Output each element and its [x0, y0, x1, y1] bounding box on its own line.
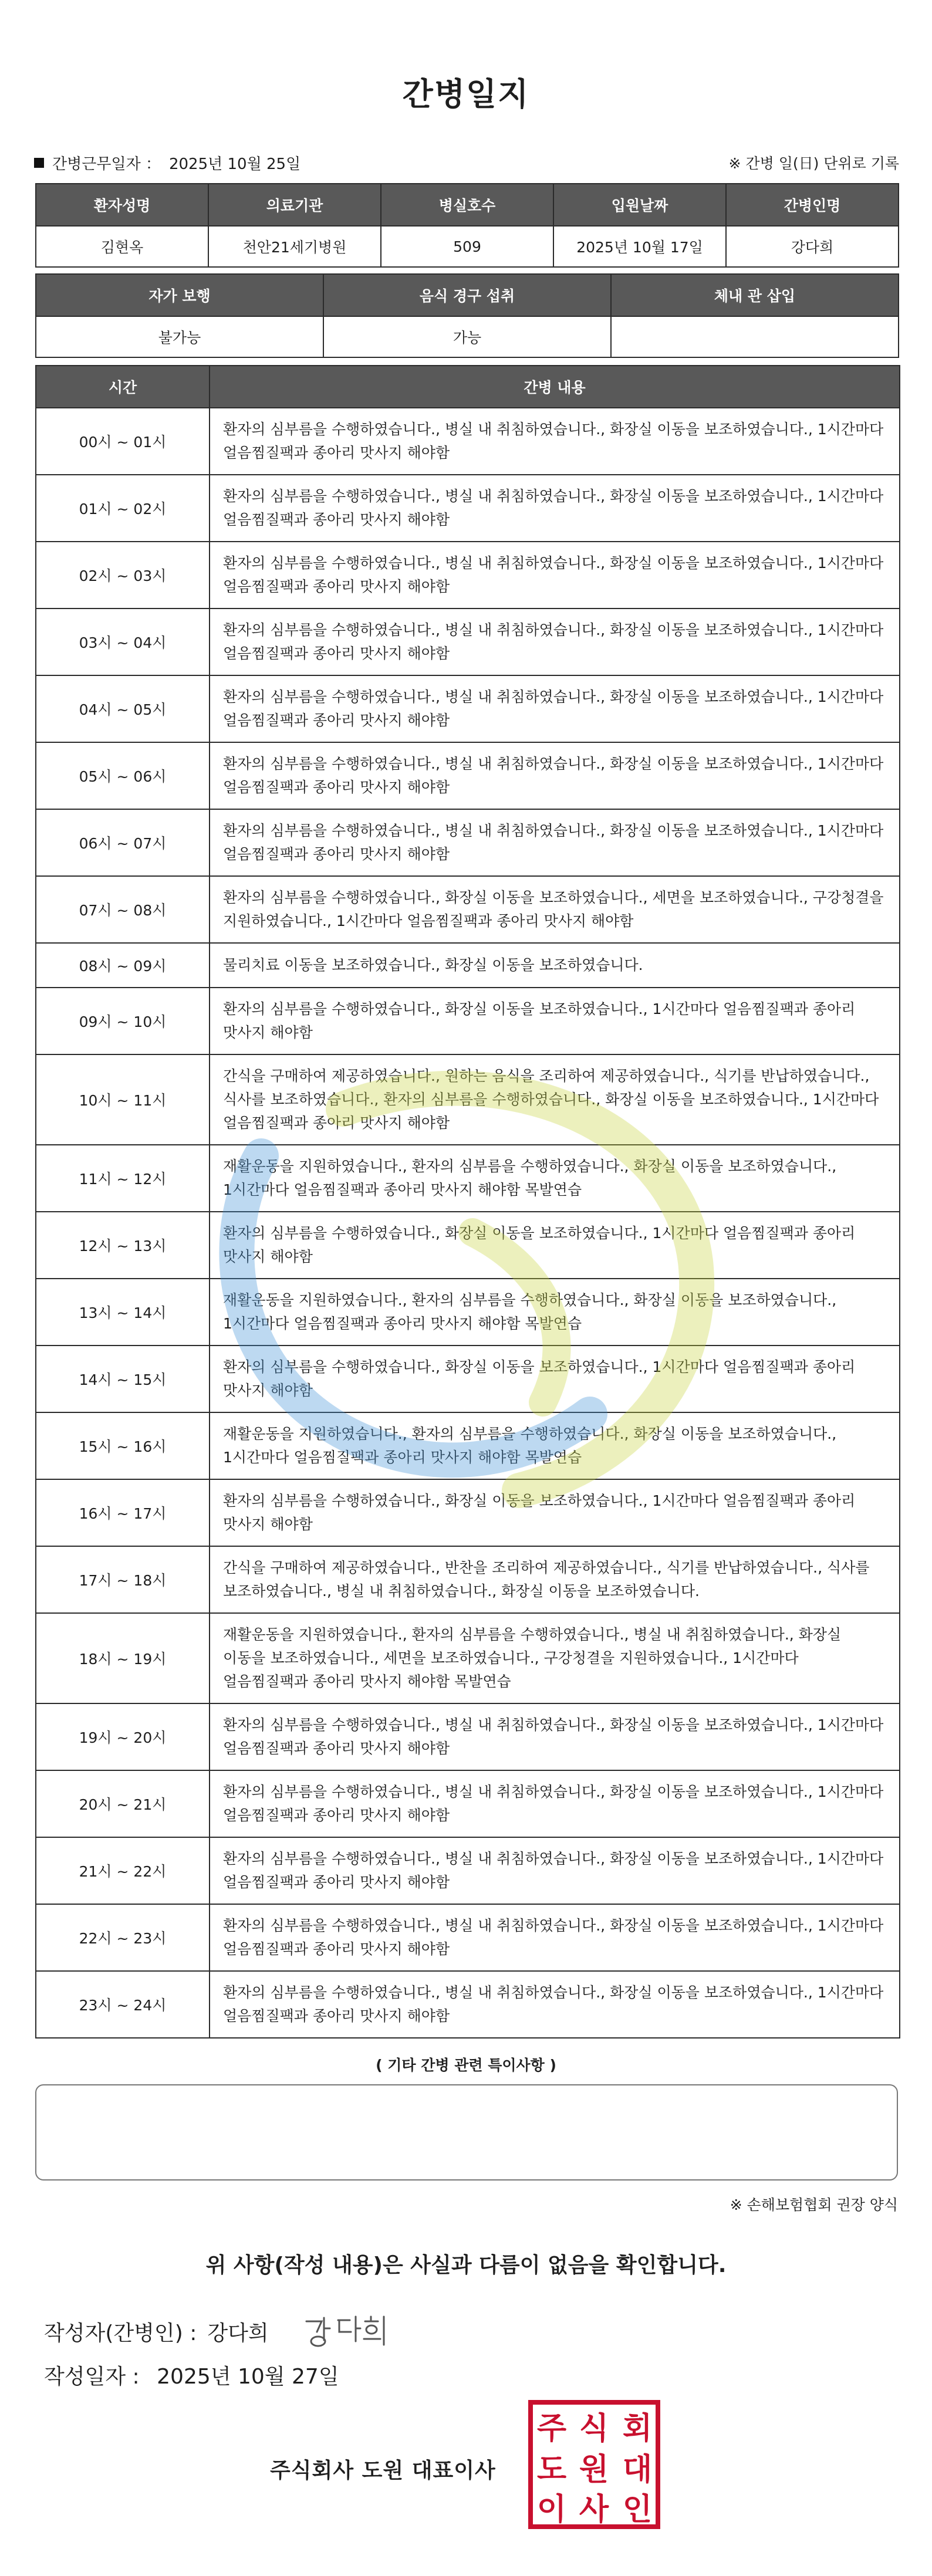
- svg-text:식: 식: [579, 2411, 609, 2446]
- care-content: 환자의 심부름을 수행하였습니다., 병실 내 취침하였습니다., 화장실 이동을 보조하였습니다., 1시간마다 얼음찜질팩과 종아리 맛사지 해야함: [210, 1770, 900, 1837]
- table-row: [36, 943, 900, 988]
- table-row: [36, 1703, 900, 1770]
- care-content: 환자의 심부름을 수행하였습니다., 병실 내 취침하였습니다., 화장실 이동을 보조하였습니다., 1시간마다 얼음찜질팩과 종아리 맛사지 해야함: [210, 675, 900, 742]
- table-row: [36, 226, 899, 267]
- header-room: 병실호수: [381, 184, 553, 226]
- time-slot: 04시 ~ 05시: [36, 675, 210, 742]
- care-content: 재활운동을 지원하였습니다., 환자의 심부름을 수행하였습니다., 화장실 이동을 보조하였습니다., 1시간마다 얼음찜질팩과 종아리 맛사지 해야함 목발연습: [210, 1412, 900, 1479]
- square-bullet-icon: [34, 158, 44, 168]
- time-slot: 09시 ~ 10시: [36, 988, 210, 1054]
- care-content: 환자의 심부름을 수행하였습니다., 병실 내 취침하였습니다., 화장실 이동을 보조하였습니다., 1시간마다 얼음찜질팩과 종아리 맛사지 해야함: [210, 542, 900, 608]
- time-slot: 07시 ~ 08시: [36, 876, 210, 943]
- header-hospital: 의료기관: [208, 184, 381, 226]
- care-content: 재활운동을 지원하였습니다., 환자의 심부름을 수행하였습니다., 화장실 이동을 보조하였습니다., 1시간마다 얼음찜질팩과 종아리 맛사지 해야함 목발연습: [210, 1279, 900, 1346]
- record-unit-note: ※ 간병 일(日) 단위로 기록: [728, 155, 899, 172]
- svg-text:도: 도: [536, 2452, 567, 2487]
- care-log-table: [35, 365, 900, 2039]
- time-slot: 11시 ~ 12시: [36, 1145, 210, 1212]
- work-date-label: 간병근무일자 ：: [52, 155, 161, 173]
- table-row: [36, 542, 900, 608]
- table-row: [36, 742, 900, 809]
- care-content: 환자의 심부름을 수행하였습니다., 화장실 이동을 보조하였습니다., 1시간마다 얼음찜질팩과 종아리 맛사지 해야함: [210, 988, 900, 1054]
- care-content: 환자의 심부름을 수행하였습니다., 병실 내 취침하였습니다., 화장실 이동을 보조하였습니다., 1시간마다 얼음찜질팩과 종아리 맛사지 해야함: [210, 1904, 900, 1971]
- patient-name: 김현옥: [36, 226, 208, 267]
- time-slot: 15시 ~ 16시: [36, 1412, 210, 1479]
- caregiver-name: 강다희: [726, 226, 899, 267]
- time-slot: 19시 ~ 20시: [36, 1703, 210, 1770]
- time-slot: 08시 ~ 09시: [36, 943, 210, 988]
- svg-text:사: 사: [579, 2492, 609, 2527]
- header-self-walking: 자가 보행: [36, 274, 323, 316]
- care-content: 환자의 심부름을 수행하였습니다., 병실 내 취침하였습니다., 화장실 이동을 보조하였습니다., 1시간마다 얼음찜질팩과 종아리 맛사지 해야함: [210, 1971, 900, 2038]
- table-row: [36, 1971, 900, 2038]
- care-content: 환자의 심부름을 수행하였습니다., 화장실 이동을 보조하였습니다., 1시간마다 얼음찜질팩과 종아리 맛사지 해야함: [210, 1346, 900, 1412]
- time-slot: 21시 ~ 22시: [36, 1837, 210, 1904]
- writer-row: [44, 2311, 390, 2352]
- tube-insertion-value: [611, 316, 899, 357]
- company-representative: 주식회사 도원 대표이사: [270, 2459, 496, 2483]
- time-slot: 02시 ~ 03시: [36, 542, 210, 608]
- time-slot: 03시 ~ 04시: [36, 608, 210, 675]
- meta-row: [34, 150, 899, 175]
- time-slot: 10시 ~ 11시: [36, 1054, 210, 1145]
- svg-text:회: 회: [622, 2411, 653, 2446]
- document-title: 간병일지: [402, 76, 530, 113]
- patient-info-table: [35, 183, 899, 268]
- header-time: 시간: [36, 366, 210, 408]
- time-slot: 12시 ~ 13시: [36, 1212, 210, 1279]
- table-header-row: [36, 184, 899, 226]
- time-slot: 20시 ~ 21시: [36, 1770, 210, 1837]
- care-content: 물리치료 이동을 보조하였습니다., 화장실 이동을 보조하였습니다.: [210, 943, 900, 988]
- admission-date: 2025년 10월 17일: [553, 226, 726, 267]
- oral-intake-value: 가능: [323, 316, 611, 357]
- writer-label: 작성자(간병인) :: [44, 2321, 197, 2345]
- table-row: [36, 1412, 900, 1479]
- table-row: [36, 316, 899, 357]
- work-date-value: 2025년 10월 25일: [168, 155, 301, 173]
- work-date: [34, 152, 300, 174]
- table-row: [36, 1212, 900, 1279]
- care-content: 환자의 심부름을 수행하였습니다., 병실 내 취침하였습니다., 화장실 이동을 보조하였습니다., 1시간마다 얼음찜질팩과 종아리 맛사지 해야함: [210, 408, 900, 475]
- table-header-row: [36, 366, 900, 408]
- patient-status-table: [35, 273, 899, 358]
- care-content: 재활운동을 지원하였습니다., 환자의 심부름을 수행하였습니다., 병실 내 취침하였습니다., 화장실 이동을 보조하였습니다., 세면을 보조하였습니다., 구강청결을 지원하였습니다., 1시간마다 얼음찜질팩과 종아리 맛사지 해야함 목발연습: [210, 1613, 900, 1703]
- table-row: [36, 1279, 900, 1346]
- care-log-body: [36, 408, 900, 2038]
- care-content: 재활운동을 지원하였습니다., 환자의 심부름을 수행하였습니다., 화장실 이동을 보조하였습니다., 1시간마다 얼음찜질팩과 종아리 맛사지 해야함 목발연습: [210, 1145, 900, 1212]
- care-content: 환자의 심부름을 수행하였습니다., 병실 내 취침하였습니다., 화장실 이동을 보조하였습니다., 1시간마다 얼음찜질팩과 종아리 맛사지 해야함: [210, 742, 900, 809]
- svg-text:이: 이: [536, 2492, 567, 2527]
- care-content: 환자의 심부름을 수행하였습니다., 화장실 이동을 보조하였습니다., 1시간마다 얼음찜질팩과 종아리 맛사지 해야함: [210, 1212, 900, 1279]
- time-slot: 22시 ~ 23시: [36, 1904, 210, 1971]
- time-slot: 23시 ~ 24시: [36, 1971, 210, 2038]
- care-content: 환자의 심부름을 수행하였습니다., 병실 내 취침하였습니다., 화장실 이동을 보조하였습니다., 1시간마다 얼음찜질팩과 종아리 맛사지 해야함: [210, 608, 900, 675]
- time-slot: 14시 ~ 15시: [36, 1346, 210, 1412]
- care-content: 환자의 심부름을 수행하였습니다., 병실 내 취침하였습니다., 화장실 이동을 보조하였습니다., 1시간마다 얼음찜질팩과 종아리 맛사지 해야함: [210, 809, 900, 876]
- table-row: [36, 1346, 900, 1412]
- care-content: 간식을 구매하여 제공하였습니다., 반찬을 조리하여 제공하였습니다., 식기를 반납하였습니다., 식사를 보조하였습니다., 병실 내 취침하였습니다., 화장실 이동을 보조하였습니다.: [210, 1546, 900, 1613]
- table-row: [36, 1613, 900, 1703]
- table-row: [36, 1546, 900, 1613]
- time-slot: 17시 ~ 18시: [36, 1546, 210, 1613]
- care-content: 환자의 심부름을 수행하였습니다., 병실 내 취침하였습니다., 화장실 이동을 보조하였습니다., 1시간마다 얼음찜질팩과 종아리 맛사지 해야함: [210, 475, 900, 542]
- svg-text:주: 주: [536, 2411, 567, 2446]
- table-row: [36, 1145, 900, 1212]
- time-slot: 16시 ~ 17시: [36, 1479, 210, 1546]
- care-content: 환자의 심부름을 수행하였습니다., 화장실 이동을 보조하였습니다., 세면을 보조하였습니다., 구강청결을 지원하였습니다., 1시간마다 얼음찜질팩과 종아리 맛사지 해야함: [210, 876, 900, 943]
- table-row: [36, 475, 900, 542]
- svg-text:대: 대: [622, 2452, 653, 2487]
- header-admission-date: 입원날짜: [553, 184, 726, 226]
- table-row: [36, 1904, 900, 1971]
- time-slot: 05시 ~ 06시: [36, 742, 210, 809]
- care-content: 환자의 심부름을 수행하였습니다., 병실 내 취침하였습니다., 화장실 이동을 보조하였습니다., 1시간마다 얼음찜질팩과 종아리 맛사지 해야함: [210, 1703, 900, 1770]
- table-row: [36, 988, 900, 1054]
- header-tube-insertion: 체내 관 삽입: [611, 274, 899, 316]
- header-caregiver: 간병인명: [726, 184, 899, 226]
- confirmation-statement: 위 사항(작성 내용)은 사실과 다름이 없음을 확인합니다.: [205, 2253, 727, 2277]
- hospital-name: 천안21세기병원: [208, 226, 381, 267]
- written-date-label: 작성일자 :: [44, 2365, 140, 2389]
- writer-name: 강다희: [207, 2321, 269, 2345]
- table-row: [36, 876, 900, 943]
- handwritten-signature-icon: [302, 2311, 390, 2352]
- header-oral-intake: 음식 경구 섭취: [323, 274, 611, 316]
- header-care-content: 간병 내용: [210, 366, 900, 408]
- table-row: [36, 1837, 900, 1904]
- special-notes-box: [35, 2084, 898, 2181]
- table-row: [36, 608, 900, 675]
- table-row: [36, 408, 900, 475]
- time-slot: 13시 ~ 14시: [36, 1279, 210, 1346]
- written-date-row: [44, 2360, 339, 2390]
- time-slot: 00시 ~ 01시: [36, 408, 210, 475]
- time-slot: 06시 ~ 07시: [36, 809, 210, 876]
- care-content: 환자의 심부름을 수행하였습니다., 병실 내 취침하였습니다., 화장실 이동을 보조하였습니다., 1시간마다 얼음찜질팩과 종아리 맛사지 해야함: [210, 1837, 900, 1904]
- written-date-value: 2025년 10월 27일: [157, 2365, 339, 2389]
- svg-text:원: 원: [579, 2452, 609, 2487]
- room-number: 509: [381, 226, 553, 267]
- table-header-row: [36, 274, 899, 316]
- company-seal-stamp-icon: [528, 2400, 660, 2529]
- table-row: [36, 1054, 900, 1145]
- svg-text:인: 인: [622, 2492, 653, 2527]
- table-row: [36, 1479, 900, 1546]
- table-row: [36, 675, 900, 742]
- special-notes-title: ( 기타 간병 관련 특이사항 ): [376, 2057, 556, 2074]
- time-slot: 18시 ~ 19시: [36, 1613, 210, 1703]
- time-slot: 01시 ~ 02시: [36, 475, 210, 542]
- table-row: [36, 809, 900, 876]
- table-row: [36, 1770, 900, 1837]
- care-content: 간식을 구매하여 제공하였습니다., 원하는 음식을 조리하여 제공하였습니다., 식기를 반납하였습니다., 식사를 보조하였습니다., 환자의 심부름을 수행하였습니다., 화장실 이동을 보조하였습니다., 1시간마다 얼음찜질팩과 종아리 맛사지 해야함: [210, 1054, 900, 1145]
- self-walking-value: 불가능: [36, 316, 323, 357]
- care-content: 환자의 심부름을 수행하였습니다., 화장실 이동을 보조하였습니다., 1시간마다 얼음찜질팩과 종아리 맛사지 해야함: [210, 1479, 900, 1546]
- header-patient-name: 환자성명: [36, 184, 208, 226]
- form-source-note: ※ 손해보험협회 권장 양식: [730, 2196, 898, 2213]
